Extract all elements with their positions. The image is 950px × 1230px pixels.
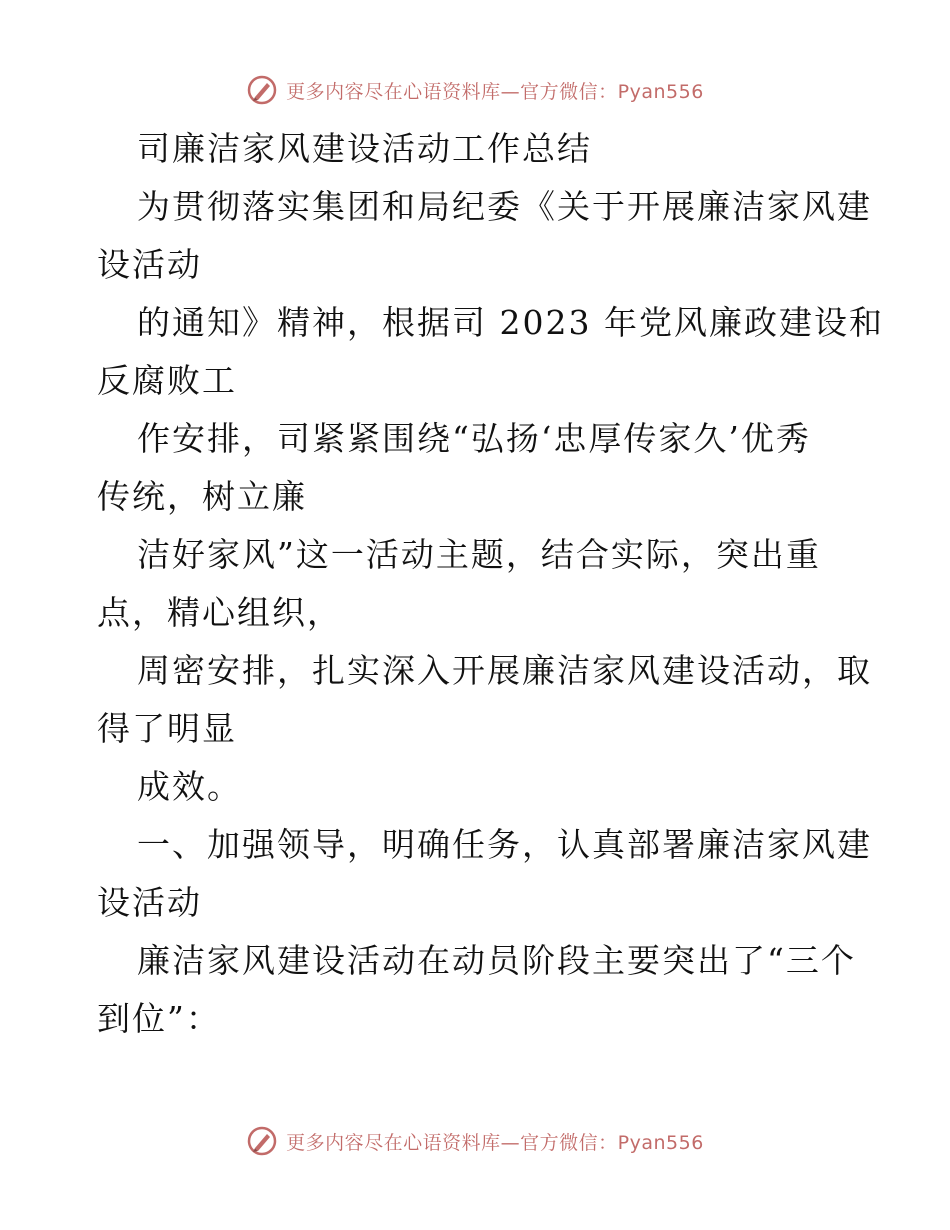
- text-line: 司廉洁家风建设活动工作总结: [137, 129, 592, 168]
- text-line: 点，精心组织，: [97, 593, 342, 632]
- text-line: 设活动: [97, 245, 202, 284]
- text-line: 得了明显: [97, 709, 237, 748]
- watermark-text: 更多内容尽在心语资料库—官方微信：Pyan556: [286, 80, 704, 103]
- document-body: [97, 120, 884, 1048]
- footer-watermark: [0, 1124, 950, 1158]
- watermark-text: 更多内容尽在心语资料库—官方微信：Pyan556: [286, 1131, 704, 1154]
- text-line: 洁好家风”这一活动主题，结合实际，突出重: [137, 535, 821, 574]
- text-line: 传统，树立廉: [97, 477, 307, 516]
- text-line: 成效。: [137, 767, 242, 806]
- pen-logo-icon: [246, 74, 278, 106]
- text-line: 的通知》精神，根据司 2023 年党风廉政建设和: [137, 303, 884, 342]
- text-line: 到位”：: [97, 999, 221, 1038]
- text-line: 廉洁家风建设活动在动员阶段主要突出了“三个: [137, 941, 856, 980]
- text-line: 一、加强领导，明确任务，认真部署廉洁家风建: [137, 825, 872, 864]
- text-line: 反腐败工: [97, 361, 237, 400]
- text-line: 作安排，司紧紧围绕“弘扬‘忠厚传家久’优秀: [137, 419, 811, 458]
- text-line: 设活动: [97, 883, 202, 922]
- header-watermark: [0, 73, 950, 107]
- text-line: 为贯彻落实集团和局纪委《关于开展廉洁家风建: [137, 187, 872, 226]
- pen-logo-icon: [246, 1125, 278, 1157]
- text-line: 周密安排，扎实深入开展廉洁家风建设活动，取: [137, 651, 872, 690]
